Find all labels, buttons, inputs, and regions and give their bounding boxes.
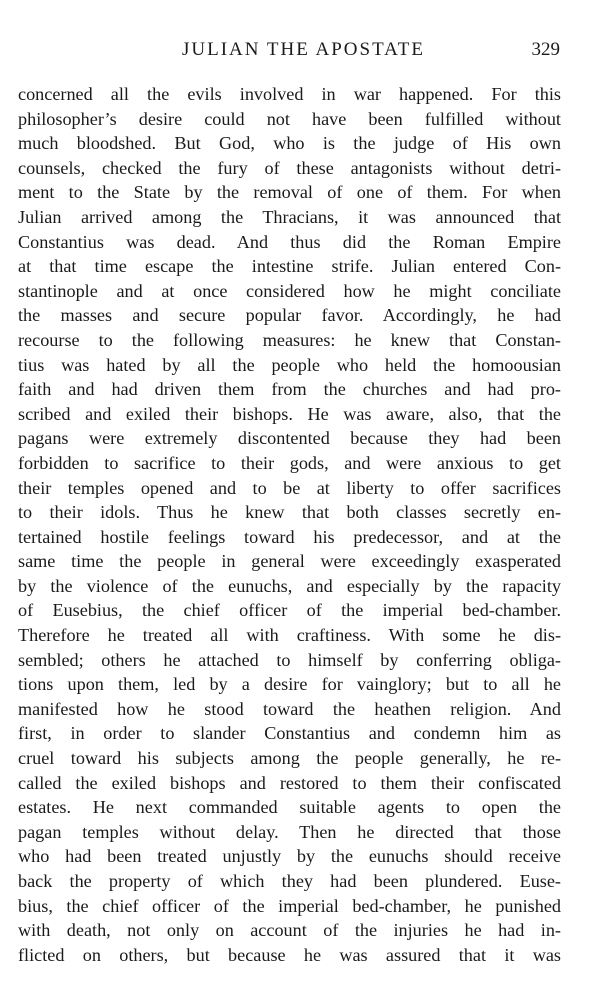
text-line: flicted on others, but because he was assured that it was — [18, 944, 561, 965]
text-line: forbidden to sacrifice to their gods, and were anxious to get — [18, 452, 561, 473]
text-line: of Eusebius, the chief officer of the imperial bed-chamber. — [18, 600, 561, 621]
text-line: pagans were extremely discontented because they had been — [18, 428, 561, 449]
text-line: faith and had driven them from the churches and had pro- — [18, 379, 561, 400]
running-title: JULIAN THE APOSTATE — [181, 39, 426, 60]
text-line: Therefore he treated all with craftiness. With some he dis- — [18, 625, 561, 646]
page-header — [0, 38, 607, 62]
text-line: who had been treated unjustly by the eunuchs should receive — [18, 846, 561, 867]
text-line: counsels, checked the fury of these antagonists without detri- — [18, 157, 561, 178]
text-line: at that time escape the intestine strife. Julian entered Con- — [18, 256, 561, 277]
body-text — [18, 82, 561, 967]
text-line: same time the people in general were exceedingly exasperated — [18, 551, 561, 572]
text-line: to their idols. Thus he knew that both classes secretly en- — [18, 502, 561, 523]
text-line: recourse to the following measures: he knew that Constan- — [18, 329, 561, 350]
text-line: Constantius was dead. And thus did the Roman Empire — [18, 231, 561, 252]
text-line: pagan temples without delay. Then he directed that those — [18, 821, 561, 842]
text-line: tertained hostile feelings toward his predecessor, and at the — [18, 526, 561, 547]
text-line: manifested how he stood toward the heathen religion. And — [18, 698, 561, 719]
text-line: cruel toward his subjects among the people generally, he re- — [18, 748, 561, 769]
text-line: first, in order to slander Constantius and condemn him as — [18, 723, 561, 744]
text-line: with death, not only on account of the injuries he had in- — [18, 920, 561, 941]
text-line: back the property of which they had been plundered. Euse- — [18, 871, 561, 891]
text-line: much bloodshed. But God, who is the judge of His own — [18, 133, 561, 154]
text-line: the masses and secure popular favor. Accordingly, he had — [18, 305, 561, 326]
text-line: Julian arrived among the Thracians, it was announced that — [18, 206, 561, 227]
text-line: estates. He next commanded suitable agents to open the — [18, 797, 561, 818]
text-line: tions upon them, led by a desire for vainglory; but to all he — [18, 674, 561, 695]
text-line: philosopher’s desire could not have been fulfilled without — [18, 108, 561, 129]
text-line: bius, the chief officer of the imperial bed-chamber, he punished — [18, 895, 561, 916]
text-line: by the violence of the eunuchs, and especially by the rapacity — [18, 575, 561, 596]
text-line: stantinople and at once considered how he might conciliate — [18, 280, 561, 301]
text-line: scribed and exiled their bishops. He was aware, also, that the — [18, 403, 561, 424]
text-line: ment to the State by the removal of one of them. For when — [18, 182, 561, 203]
page-number: 329 — [531, 39, 560, 60]
text-line: concerned all the evils involved in war happened. For this — [18, 84, 561, 104]
text-line: tius was hated by all the people who held the homoousian — [18, 354, 561, 375]
text-line: their temples opened and to be at liberty to offer sacrifices — [18, 477, 561, 498]
text-line: called the exiled bishops and restored to them their confiscated — [18, 772, 561, 793]
text-line: sembled; others he attached to himself by conferring obliga- — [18, 649, 561, 670]
